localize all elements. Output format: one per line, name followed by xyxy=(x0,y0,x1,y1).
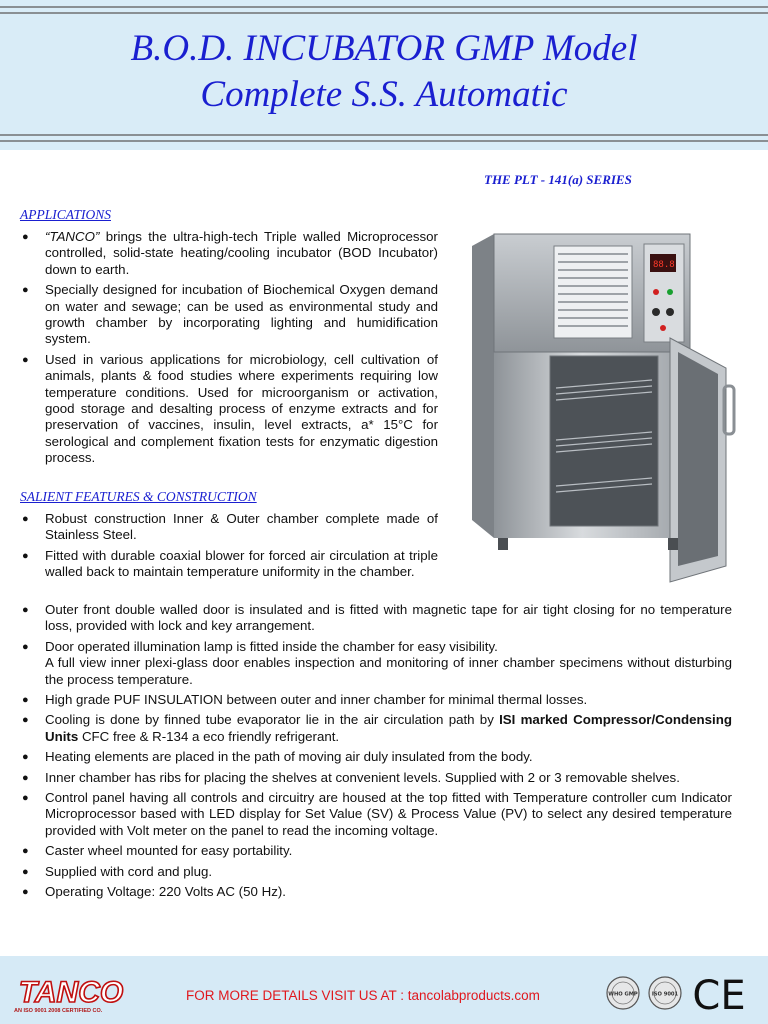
header-stripe xyxy=(0,140,768,142)
list-item: ● Control panel having all controls and circuitry are housed at the top fitted with Temperature controller cum Indicator Microprocessor based with LED display for Set Value (SV) & Process Value (PV) to select any desired temperature provided with Volt meter on the panel to read the incoming voltage. xyxy=(20,790,732,839)
features-list-wide xyxy=(20,602,732,905)
features-heading: SALIENT FEATURES & CONSTRUCTION xyxy=(20,489,257,504)
title-line-1: B.O.D. INCUBATOR GMP Model xyxy=(130,28,638,69)
isi-marked-compressor: ISI marked Compressor/Condensing Units xyxy=(45,712,733,744)
list-item: ● Operating Voltage: 220 Volts AC (50 Hz). xyxy=(20,884,732,900)
who-gmp-badge xyxy=(606,976,640,1010)
applications-heading: APPLICATIONS xyxy=(20,207,111,222)
list-item: ● Fitted with durable coaxial blower for forced air circulation at triple walled back to maintain temperature uniformity in the chamber. xyxy=(20,548,438,581)
visit-link[interactable]: FOR MORE DETAILS VISIT US AT : tancolabproducts.com xyxy=(186,988,540,1003)
header-banner xyxy=(0,0,768,150)
title-line-2: Complete S.S. Automatic xyxy=(200,74,568,115)
list-item: ● Door operated illumination lamp is fitted inside the chamber for easy visibility. xyxy=(20,639,732,655)
list-item-continuation: A full view inner plexi-glass door enables inspection and monitoring of inner chamber specimens without disturbing the process temperature. xyxy=(45,655,732,687)
header-stripe xyxy=(0,12,768,14)
list-item: ● Caster wheel mounted for easy portability. xyxy=(20,843,732,859)
tanco-logo-text: TANCO xyxy=(18,976,124,1006)
features-list-narrow xyxy=(20,511,438,585)
list-item: ● Heating elements are placed in the path of moving air duly insulated from the body. xyxy=(20,749,732,765)
svg-text:WHO GMP: WHO GMP xyxy=(608,991,638,998)
list-item: ● “TANCO” brings the ultra-high-tech Triple walled Microprocessor controlled, solid-state heating/cooling incubator (BOD Incubator) down to earth. xyxy=(20,229,438,278)
list-item: ● Supplied with cord and plug. xyxy=(20,864,732,880)
list-item: ● Cooling is done by finned tube evaporator lie in the air circulation path by ISI marked Compressor/Condensing Units CFC free & R-134 a eco friendly refrigerant. xyxy=(20,712,732,745)
svg-text:88.8: 88.8 xyxy=(653,260,675,270)
page-title xyxy=(0,26,768,118)
applications-list xyxy=(20,229,438,471)
list-item: ● Specially designed for incubation of Biochemical Oxygen demand on water and sewage; can be used as environmental study and growth chamber by incorporating lighting and humidification system. xyxy=(20,282,438,348)
logo-tagline: AN ISO 9001 2008 CERTIFIED CO. xyxy=(14,1008,103,1014)
svg-text:ISO 9001: ISO 9001 xyxy=(651,991,679,998)
ce-mark-text: CE xyxy=(692,974,746,1014)
list-item: ● Used in various applications for microbiology, cell cultivation of animals, plants & food studies where experiments requiring low temperature conditions. Used for microorganism or activation, good storage and desalting process of enzyme extracts and for preservation of vaccines, insulin, level extracts, a* 15°C for serological and complement fixation tests for enzymatic digestion process. xyxy=(20,352,438,467)
tanco-logo xyxy=(18,976,124,1006)
header-stripe xyxy=(0,134,768,136)
list-item: ● Robust construction Inner & Outer chamber complete made of Stainless Steel. xyxy=(20,511,438,544)
series-label: THE PLT - 141(a) SERIES xyxy=(484,172,632,187)
header-stripe xyxy=(0,6,768,8)
list-item: ● High grade PUF INSULATION between outer and inner chamber for minimal thermal losses. xyxy=(20,692,732,708)
list-item: ● Inner chamber has ribs for placing the shelves at convenient levels. Supplied with 2 or 3 removable shelves. xyxy=(20,770,732,786)
iso-9001-badge xyxy=(648,976,682,1010)
incubator-photo xyxy=(458,220,748,600)
ce-mark xyxy=(692,974,746,1014)
list-item: ● Outer front double walled door is insulated and is fitted with magnetic tape for air tight closing for no temperature loss, provided with lock and key arrangement. xyxy=(20,602,732,635)
brand-name: “TANCO” xyxy=(45,229,100,244)
